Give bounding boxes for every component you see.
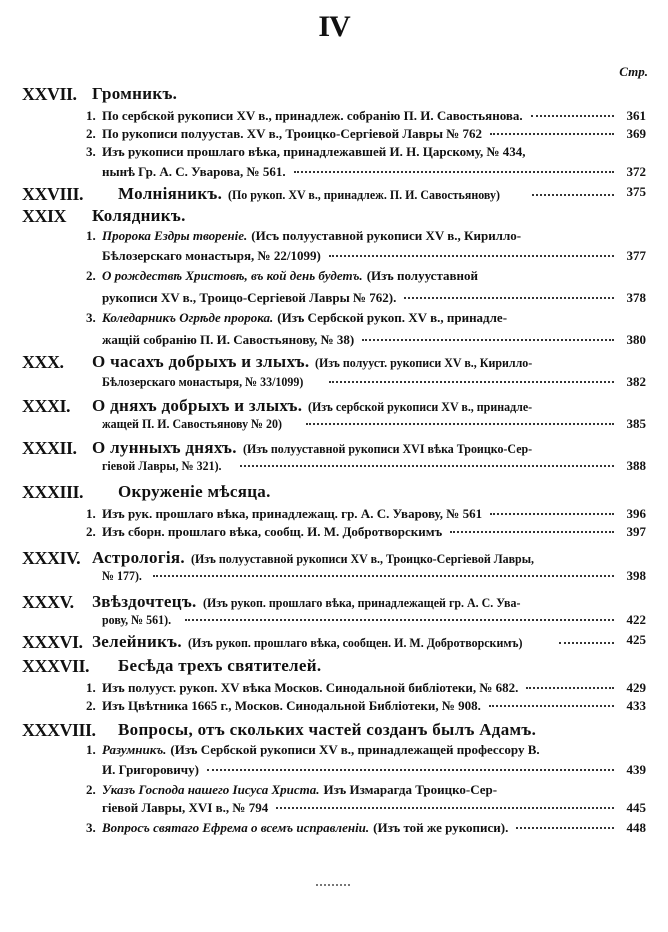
entry-text: Изъ Измарагда Троицко-Сер- — [323, 782, 498, 797]
dot-leader — [207, 769, 614, 771]
section-heading — [0, 656, 668, 676]
dot-leader — [489, 705, 614, 707]
section-heading-body — [92, 548, 622, 568]
dot-leader — [531, 115, 614, 117]
toc-entry — [0, 698, 668, 718]
section-note-body — [102, 568, 622, 584]
section-title: Громникъ. — [92, 84, 178, 103]
entry-body — [102, 698, 622, 714]
page-number: 445 — [626, 800, 646, 815]
page-number: 378 — [626, 290, 646, 305]
entry-number: 1. — [86, 742, 96, 757]
entry-body — [102, 680, 622, 696]
section-heading-body — [118, 656, 622, 676]
section-note: (Изъ полууставной рукописи XV в., Троицко-Сергіевой Лавры, — [190, 551, 534, 566]
page-number: 377 — [626, 248, 646, 263]
section-heading — [0, 438, 668, 458]
dot-leader — [362, 339, 614, 341]
toc-entry — [0, 820, 668, 840]
entry-body — [102, 290, 622, 306]
page-number: 425 — [626, 632, 646, 647]
dot-leader — [240, 465, 614, 467]
entry-text: По сербской рукописи XV в., принадлеж. собранію П. И. Савостьянова. — [102, 108, 523, 123]
entry-text: нынѣ Гр. А. С. Уварова, № 561. — [102, 164, 286, 179]
toc-entry — [0, 680, 668, 700]
toc-line — [0, 416, 668, 436]
toc-entry — [0, 782, 668, 802]
section-numeral: XXXII. — [22, 438, 77, 458]
section-note: (Изъ полууст. рукописи XV в., Кирилло- — [315, 355, 533, 370]
section-heading — [0, 548, 668, 568]
dot-leader — [490, 513, 614, 515]
toc-line — [0, 568, 668, 588]
section-note: гіевой Лавры, № 321). — [102, 458, 222, 473]
section-note-body — [102, 612, 622, 628]
entry-number: 2. — [86, 698, 96, 713]
toc-entry — [0, 506, 668, 526]
section-numeral: XXXVII. — [22, 656, 90, 676]
page-number: 429 — [626, 680, 646, 695]
page-number: 375 — [626, 184, 646, 199]
section-numeral: XXXV. — [22, 592, 74, 612]
entry-title: О рождествѣ Христовѣ, въ кой день будетъ. — [102, 268, 363, 283]
toc-entry — [0, 268, 668, 288]
dot-leader — [516, 827, 614, 829]
dot-leader — [532, 194, 614, 196]
toc-entry — [0, 524, 668, 544]
dot-leader — [306, 423, 614, 425]
entry-text: (Изъ Сербской рукописи XV в., принадлежащей профессору В. — [170, 742, 540, 757]
toc-line — [0, 374, 668, 394]
section-heading-body — [92, 206, 622, 226]
toc-line — [0, 612, 668, 632]
toc-line — [0, 164, 668, 184]
entry-number: 2. — [86, 126, 96, 141]
section-heading-body — [92, 632, 622, 652]
section-note: (Изъ рукоп. прошлаго вѣка, сообщен. И. М. Добротворскимъ) — [187, 635, 523, 650]
page-number: 382 — [626, 374, 646, 389]
entry-text: Изъ сборн. прошлаго вѣка, сообщ. И. М. Добротворскимъ — [102, 524, 443, 539]
section-heading-body — [92, 352, 622, 372]
section-title: Зелейникъ. — [92, 632, 182, 651]
entry-number: 3. — [86, 144, 96, 159]
page-number: 422 — [626, 612, 646, 627]
section-note: (По рукоп. XV в., принадлеж. П. И. Савостьянову) — [228, 187, 501, 202]
page-number: 385 — [626, 416, 646, 431]
section-heading-body — [118, 482, 622, 502]
section-heading — [0, 720, 668, 740]
section-heading — [0, 352, 668, 372]
section-heading — [0, 632, 668, 652]
section-numeral: XXXVI. — [22, 632, 83, 652]
dot-leader — [559, 642, 614, 644]
section-note-body — [102, 374, 622, 390]
page-folio: IV — [318, 10, 350, 43]
entry-body — [102, 268, 622, 284]
section-note-body — [102, 416, 622, 432]
toc-entry — [0, 126, 668, 146]
entry-text: жащій собранію П. И. Савостьянову, № 38) — [102, 332, 355, 347]
toc-line — [0, 290, 668, 310]
section-note: № 177). — [102, 568, 142, 583]
entry-body — [102, 800, 622, 816]
toc-line — [0, 458, 668, 478]
entry-number: 3. — [86, 820, 96, 835]
dot-leader — [450, 531, 614, 533]
page-number: 372 — [626, 164, 646, 179]
entry-body — [102, 310, 622, 326]
section-heading — [0, 482, 668, 502]
entry-body — [102, 164, 622, 180]
entry-number: 2. — [86, 524, 96, 539]
section-title: Астрологія. — [92, 548, 185, 567]
entry-body — [102, 332, 622, 348]
section-heading-body — [92, 84, 622, 104]
section-title: Звѣздочтецъ. — [92, 592, 197, 611]
section-title: О дняхъ добрыхъ и злыхъ. — [92, 396, 303, 415]
entry-number: 1. — [86, 680, 96, 695]
page-number: 361 — [626, 108, 646, 123]
entry-text: И. Григоровичу) — [102, 762, 199, 777]
dot-leader — [294, 171, 614, 173]
dot-leader — [329, 381, 614, 383]
entry-text: Изъ рукописи прошлаго вѣка, принадлежавшей И. Н. Царскому, № 434, — [102, 144, 526, 159]
section-note: рову, № 561). — [102, 612, 172, 627]
entry-body — [102, 742, 622, 758]
section-numeral: XXVIII. — [22, 184, 84, 204]
page-number: 398 — [626, 568, 646, 583]
entry-text: гіевой Лавры, XVI в., № 794 — [102, 800, 269, 815]
entry-number: 2. — [86, 782, 96, 797]
section-heading — [0, 184, 668, 204]
section-numeral: XXXIII. — [22, 482, 84, 502]
section-numeral: XXVII. — [22, 84, 77, 104]
entry-number: 1. — [86, 228, 96, 243]
toc-line — [0, 332, 668, 352]
section-note: (Изъ полууставной рукописи XVI вѣка Троицко-Сер- — [242, 441, 532, 456]
entry-body — [102, 144, 622, 160]
page-number: 369 — [626, 126, 646, 141]
page-number: 380 — [626, 332, 646, 347]
entry-title: Пророка Ездры твореніе. — [102, 228, 248, 243]
entry-number: 2. — [86, 268, 96, 283]
dot-leader — [329, 255, 614, 257]
toc-entry — [0, 228, 668, 248]
entry-title: Разумникъ. — [102, 742, 167, 757]
entry-body — [102, 248, 622, 264]
entry-body — [102, 524, 622, 540]
section-heading — [0, 206, 668, 226]
bottom-ornament — [316, 884, 350, 886]
entry-body — [102, 126, 622, 142]
page-number: 433 — [626, 698, 646, 713]
entry-title: Коледарникъ Огрѣде пророка. — [102, 310, 274, 325]
section-numeral: XXXVIII. — [22, 720, 96, 740]
entry-body — [102, 782, 622, 798]
entry-text: (Исъ полууставной рукописи XV в., Кирилло- — [251, 228, 522, 243]
section-heading — [0, 396, 668, 416]
section-numeral: XXXIV. — [22, 548, 81, 568]
page-number: 388 — [626, 458, 646, 473]
dot-leader — [276, 807, 614, 809]
entry-text: По рукописи полуустав. XV в., Троицко-Сергіевой Лавры № 762 — [102, 126, 483, 141]
section-note: (Изъ сербской рукописи XV в., принадле- — [308, 399, 533, 414]
page-number: 396 — [626, 506, 646, 521]
page-number: 448 — [626, 820, 646, 835]
entry-text: Изъ полууст. рукоп. XV вѣка Москов. Синодальной библіотеки, № 682. — [102, 680, 519, 695]
dot-leader — [185, 619, 614, 621]
section-title: О часахъ добрыхъ и злыхъ. — [92, 352, 310, 371]
section-heading-body — [118, 184, 622, 204]
toc-entry — [0, 108, 668, 128]
toc-entry — [0, 310, 668, 330]
entry-number: 3. — [86, 310, 96, 325]
section-heading-body — [92, 438, 622, 458]
toc-line — [0, 800, 668, 820]
dot-leader — [153, 575, 614, 577]
dot-leader — [490, 133, 614, 135]
section-title: Бесѣда трехъ святителей. — [118, 656, 322, 675]
entry-text: Изъ Цвѣтника 1665 г., Москов. Синодальной Библіотеки, № 908. — [102, 698, 481, 713]
section-note: Бѣлозерскаго монастыря, № 33/1099) — [102, 374, 304, 389]
section-note: жащей П. И. Савостьянову № 20) — [102, 416, 283, 431]
section-numeral: XXX. — [22, 352, 64, 372]
entry-body — [102, 506, 622, 522]
dot-leader — [526, 687, 614, 689]
entry-number: 1. — [86, 108, 96, 123]
section-title: Молніяникъ. — [118, 184, 223, 203]
section-numeral: XXXI. — [22, 396, 71, 416]
section-note: (Изъ рукоп. прошлаго вѣка, принадлежащей гр. А. С. Ува- — [202, 595, 521, 610]
toc-line — [0, 248, 668, 268]
entry-body — [102, 108, 622, 124]
entry-title: Указъ Господа нашего Іисуса Христа. — [102, 782, 320, 797]
section-heading — [0, 592, 668, 612]
section-title: О лунныхъ дняхъ. — [92, 438, 237, 457]
section-heading-body — [92, 396, 622, 416]
section-title: Колядникъ. — [92, 206, 186, 225]
entry-body — [102, 820, 622, 836]
page-number: 397 — [626, 524, 646, 539]
toc-line — [0, 762, 668, 782]
section-title: Окруженіе мѣсяца. — [118, 482, 271, 501]
entry-text: (Изъ той же рукописи). — [373, 820, 509, 835]
entry-body — [102, 228, 622, 244]
section-note-body — [102, 458, 622, 474]
entry-title: Вопросъ святаго Ефрема о всемъ исправленіи. — [102, 820, 370, 835]
dot-leader — [404, 297, 614, 299]
entry-text: Изъ рук. прошлаго вѣка, принадлежащ. гр. А. С. Уварову, № 561 — [102, 506, 483, 521]
entry-text: Бѣлозерскаго монастыря, № 22/1099) — [102, 248, 321, 263]
section-numeral: XXIX — [22, 206, 67, 226]
section-heading-body — [118, 720, 622, 740]
entry-body — [102, 762, 622, 778]
page-column-label: Стр. — [619, 64, 648, 79]
entry-text: рукописи XV в., Троицо-Сергіевой Лавры № 762). — [102, 290, 397, 305]
entry-text: (Изъ Сербской рукоп. XV в., принадле- — [277, 310, 508, 325]
section-heading-body — [92, 592, 622, 612]
toc-entry — [0, 144, 668, 164]
page-number: 439 — [626, 762, 646, 777]
section-heading — [0, 84, 668, 104]
toc-entry — [0, 742, 668, 762]
section-title: Вопросы, отъ скольких частей созданъ былъ Адамъ. — [118, 720, 537, 739]
entry-number: 1. — [86, 506, 96, 521]
entry-text: (Изъ полууставной — [366, 268, 478, 283]
